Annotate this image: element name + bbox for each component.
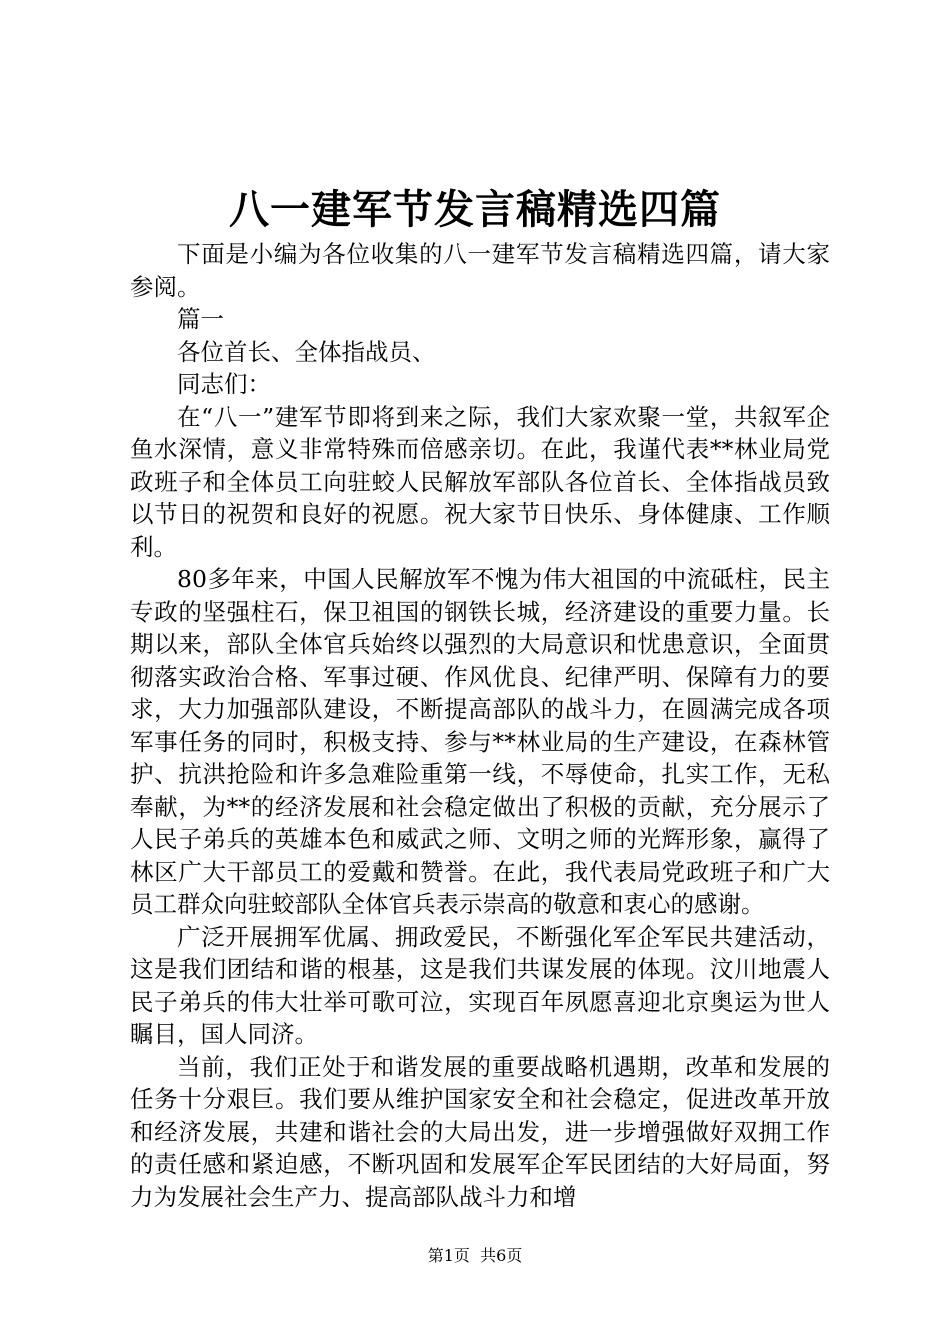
page-footer — [0, 1246, 950, 1266]
body-paragraph: 广泛开展拥军优属、拥政爱民，不断强化军企军民共建活动，这是我们团结和谐的根基，这是我们共谋发展的体现。汶川地震人民子弟兵的伟大壮举可歌可泣，实现百年夙愿喜迎北京奥运为世人瞩目，国人同济。 — [130, 922, 830, 1048]
body-paragraph: 当前，我们正处于和谐发展的重要战略机遇期，改革和发展的任务十分艰巨。我们要从维护国家安全和社会稳定，促进改革开放和经济发展，共建和谐社会的大局出发，进一步增强做好双拥工作的责任感和紧迫感，不断巩固和发展军企军民团结的大好局面，努力为发展社会生产力、提高部队战斗力和增 — [130, 1052, 830, 1211]
section-heading: 篇一 — [177, 305, 224, 333]
page-number: 第1页 共6页 — [427, 1246, 523, 1265]
document-title: 八一建军节发言稿精选四篇 — [229, 186, 721, 233]
body-paragraph: 在“八一”建军节即将到来之际，我们大家欢聚一堂，共叙军企鱼水深情，意义非常特殊而倍感亲切。在此，我谨代表**林业局党政班子和全体员工向驻蛟人民解放军部队各位首长、全体指战员致以节日的祝贺和良好的祝愿。祝大家节日快乐、身体健康、工作顺利。 — [130, 402, 830, 561]
intro-paragraph: 下面是小编为各位收集的八一建军节发言稿精选四篇，请大家参阅。 — [130, 240, 830, 301]
salutation-line: 同志们： — [177, 370, 271, 398]
salutation-line: 各位首长、全体指战员、 — [177, 337, 436, 366]
document-body — [130, 238, 830, 1213]
body-paragraph: 80多年来，中国人民解放军不愧为伟大祖国的中流砥柱，民主专政的坚强柱石，保卫祖国的钢铁长城，经济建设的重要力量。长期以来，部队全体官兵始终以强烈的大局意识和忧患意识，全面贯彻落实政治合格、军事过硬、作风优良、纪律严明、保障有力的要求，大力加强部队建设，不断提高部队的战斗力，在圆满完成各项军事任务的同时，积极支持、参与**林业局的生产建设，在森林管护、抗洪抢险和许多急难险重第一线，不辱使命，扎实工作，无私奉献，为**的经济发展和社会稳定做出了积极的贡献，充分展示了人民子弟兵的英雄本色和威武之师、文明之师的光辉形象，赢得了林区广大干部员工的爱戴和赞誉。在此，我代表局党政班子和广大员工群众向驻蛟部队全体官兵表示崇高的敬意和衷心的感谢。 — [130, 565, 830, 918]
